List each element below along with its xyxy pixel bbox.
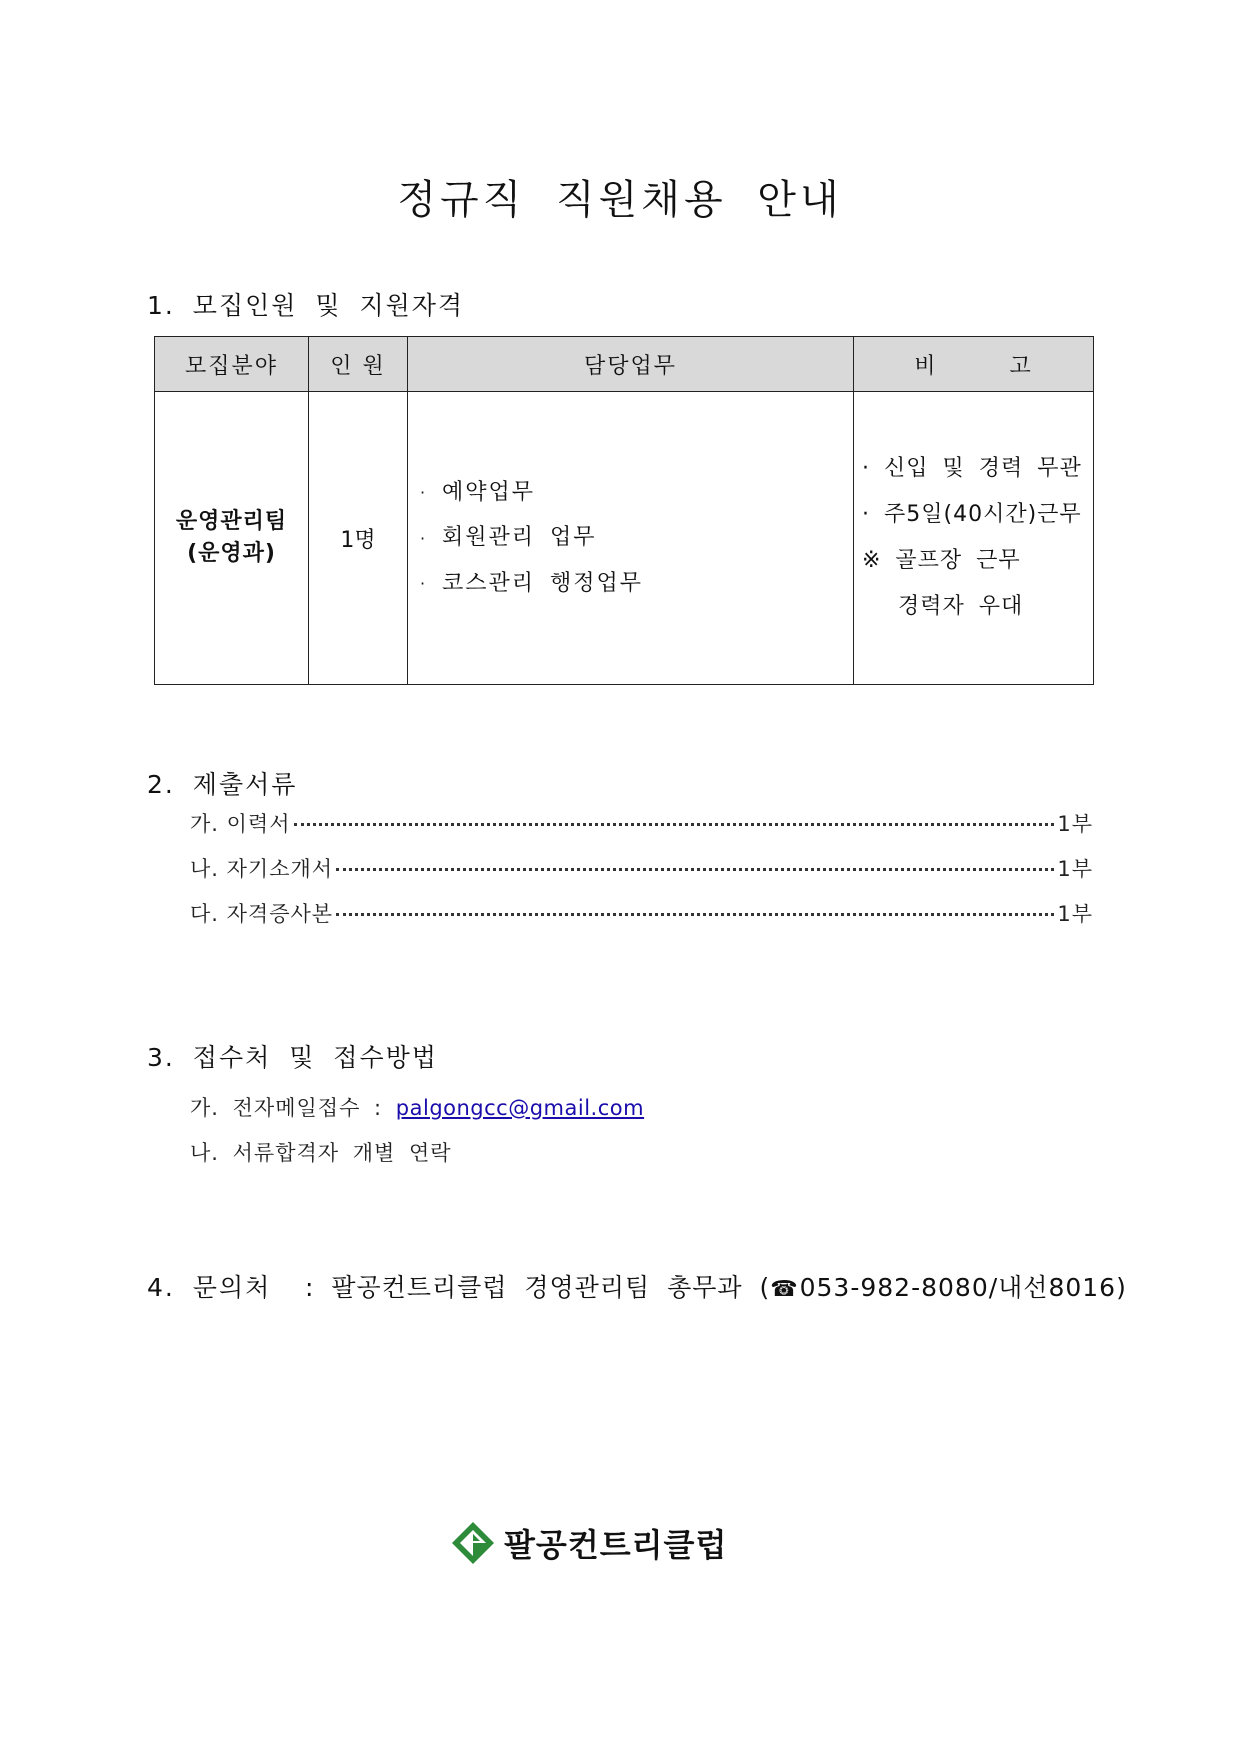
submission-list: [190, 1092, 644, 1182]
duty-text: 회원관리 업무: [442, 525, 597, 551]
duty-text: 코스관리 행정업무: [442, 570, 644, 596]
phone-number: 053-982-8080/내선8016): [799, 1273, 1127, 1302]
note-line: · 신입 및 경력 무관: [862, 456, 1082, 481]
inquiry-contact: [305, 1268, 1127, 1304]
document-label: 나. 자기소개서: [190, 857, 334, 881]
count-cell: 1명: [309, 392, 408, 685]
documents-list: [190, 808, 1093, 943]
email-label: 가. 전자메일접수 :: [190, 1096, 396, 1120]
list-item: 나. 서류합격자 개별 연락: [190, 1141, 452, 1165]
document-qty: 1부: [1057, 812, 1093, 836]
field-cell: [155, 392, 309, 685]
field-dept: (운영과): [187, 541, 276, 566]
bullet-icon: ·: [420, 483, 428, 503]
logo-text: 팔공컨트리클럽: [504, 1526, 728, 1564]
bullet-icon: ·: [420, 574, 428, 594]
section-heading-submission: 3. 접수처 및 접수방법: [147, 1043, 438, 1072]
list-item: [190, 853, 1093, 898]
dot-leader: [336, 868, 1054, 871]
section-heading-documents: 2. 제출서류: [147, 770, 298, 799]
field-name: 운영관리팀: [175, 509, 288, 534]
table-row: [155, 392, 1094, 685]
note-line: · 주5일(40시간)근무: [862, 502, 1082, 527]
duty-text: 예약업무: [442, 479, 536, 505]
document-label: 가. 이력서: [190, 812, 291, 836]
recruitment-table: [154, 336, 1094, 685]
list-item: [420, 561, 853, 607]
header-count: 인 원: [309, 337, 408, 392]
document-label: 다. 자격증사본: [190, 902, 334, 926]
document-qty: 1부: [1057, 857, 1093, 881]
club-logo-icon: [450, 1520, 496, 1566]
dot-leader: [294, 823, 1055, 826]
email-link[interactable]: palgongcc@gmail.com: [395, 1096, 645, 1120]
list-item: [420, 515, 853, 561]
note-cell: [854, 392, 1094, 685]
section-heading-recruitment: 1. 모집인원 및 지원자격: [147, 291, 465, 320]
header-note: 비 고: [854, 337, 1094, 392]
page-title: 정규직 직원채용 안내: [397, 177, 843, 223]
header-duty: 담당업무: [408, 337, 854, 392]
note-line: 경력자 우대: [898, 594, 1024, 619]
list-item: [190, 1092, 644, 1137]
duty-cell: [408, 392, 854, 685]
inquiry-text: : 팔공컨트리클럽 경영관리팀 총무과 (: [305, 1273, 771, 1302]
document-qty: 1부: [1057, 902, 1093, 926]
list-item: [190, 898, 1093, 943]
phone-icon: ☎: [770, 1277, 799, 1302]
list-item: [420, 470, 853, 516]
duty-list: [408, 470, 853, 607]
bullet-icon: ·: [420, 528, 428, 548]
dot-leader: [336, 913, 1054, 916]
footer-logo: [450, 1520, 727, 1566]
section-heading-inquiry: 4. 문의처: [147, 1273, 272, 1302]
header-field: 모집분야: [155, 337, 309, 392]
table-header-row: [155, 337, 1094, 392]
note-line: ※ 골프장 근무: [862, 548, 1021, 573]
list-item: [190, 808, 1093, 853]
